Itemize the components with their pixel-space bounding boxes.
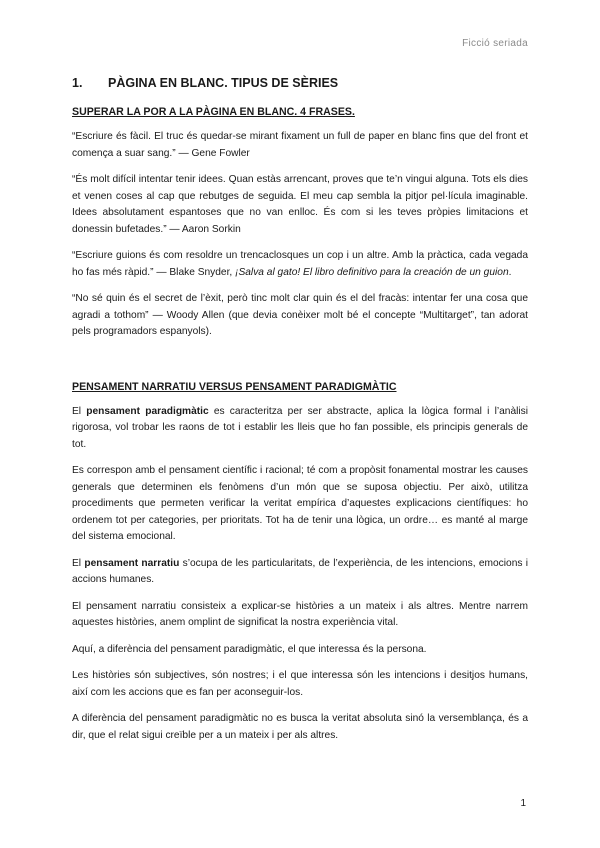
running-header: Ficció seriada bbox=[462, 38, 528, 49]
quote-snyder bbox=[72, 248, 528, 281]
paragraph-paradigmatic-definition: El pensament paradigmàtic es caracteritza per ser abstracte, aplica la lògica formal i l’anàlisi rigorosa, vol trobar les raons de tot i establir les lleis que ho fan possible, els principis generals de tot. bbox=[72, 405, 528, 450]
page-number: 1 bbox=[520, 798, 526, 809]
paragraph-narrative-definition: El pensament narratiu s’ocupa de les particularitats, de l’experiència, de les intencions, emocions i accions humanes. bbox=[72, 557, 529, 585]
chapter-number: 1. bbox=[72, 76, 83, 90]
book-title: ¡Salva al gato! El libro definitivo para la creación de un guion bbox=[235, 266, 509, 278]
paragraph-person: Aquí, a diferència del pensament paradigmàtic, el que interessa és la persona. bbox=[72, 643, 427, 655]
quote-allen: “No sé quin és el secret de l’èxit, però tinc molt clar quin és el del fracàs: intentar fer una cosa que agradi a tothom” — Woody Allen (que devia conèixer molt bé el concepte “Multitarget”, tan adorat pels programadors espanyols). bbox=[72, 293, 528, 337]
section-title-blank-page: SUPERAR LA POR A LA PÀGINA EN BLANC. 4 FRASES. bbox=[72, 106, 355, 118]
paragraph-scientific-thought: Es correspon amb el pensament científic i racional; té com a propòsit fonamental mostrar les causes generals que determinen els fenòmens d’un món que se suposa objectiu. Per això, utilitza procediments que permeten verificar la veritat empírica d’aquestes explicacions científiques: ho ordenem tot per categories, per prioritats. Tot ha de tenir una lògica, un ordre… es manté al marge del sistema emocional. bbox=[72, 465, 528, 542]
term-paradigmatic: pensament paradigmàtic bbox=[86, 405, 209, 417]
quote-snyder-text: “Escriure guions és com resoldre un trencaclosques un cop i un altre. Amb la pràctica, cada vegada ho fas més ràpid.” — Blake Snyder, bbox=[72, 250, 528, 278]
term-narrative: pensament narratiu bbox=[84, 557, 180, 569]
chapter-heading bbox=[72, 76, 528, 90]
paragraph-subjective: Les històries són subjectives, són nostres; i el que interessa són les intencions i desitjos humans, així com les accions que es fan per aconseguir-los. bbox=[72, 670, 528, 698]
quote-snyder-tail: . bbox=[508, 266, 512, 278]
paragraph-verisimilitude: A diferència del pensament paradigmàtic no es busca la veritat absoluta sinó la versemblança, és a dir, que el relat sigui creïble per a un mateix i per als altres. bbox=[72, 713, 528, 741]
quote-sorkin: “És molt difícil intentar tenir idees. Quan estàs arrencant, proves que te’n vingui alguna. Tots els dies et venen coses al cap que rebutges de seguida. El meu cap sembla la pitjor pel·lícula imaginable. Idees absolutament espantoses que no van enlloc. És com si les teves pròpies limitacions et donessin bufetades.” — Aaron Sorkin bbox=[72, 174, 528, 235]
section-title-narrative-thought: PENSAMENT NARRATIU VERSUS PENSAMENT PARADIGMÀTIC bbox=[72, 380, 397, 393]
chapter-title: PÀGINA EN BLANC. TIPUS DE SÈRIES bbox=[108, 76, 339, 90]
quote-fowler: “Escriure és fàcil. El truc és quedar-se mirant fixament un full de paper en blanc fins que del front et comença a suar sang.” — Gene Fowler bbox=[72, 131, 528, 159]
paragraph-narrative-stories: El pensament narratiu consisteix a explicar-se històries a un mateix i als altres. Mentre narrem aquestes històries, anem omplint de significat la nostra experiència vital. bbox=[72, 600, 528, 628]
document-body bbox=[72, 76, 528, 754]
